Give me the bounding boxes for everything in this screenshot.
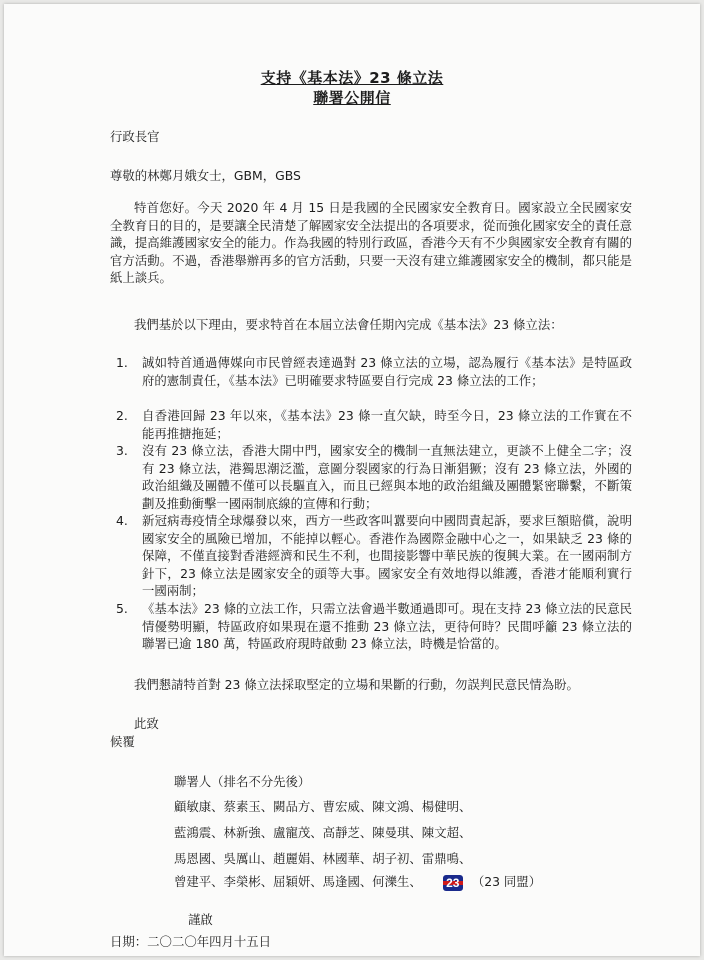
alliance-logo [440,875,466,891]
intro-paragraph: 特首您好。今天 2020 年 4 月 15 日是我國的全民國家安全教育日。國家設立全民國家安全教育日的目的，是要讓全民清楚了解國家安全法提出的各項要求，從而強化國家安全的責任意識，提高維護國家安全的能力。作為我國的特別行政區，香港今天有不少與國家安全教育有關的官方活動。不過，香港舉辦再多的官方活動，只要一天沒有建立維護國家安全的機制，都只能是紙上談兵。 [110,200,632,286]
alliance-label: （23 同盟） [471,874,542,889]
signatory-row: 顧敏康、蔡素玉、闕品方、曹宏威、陳文鴻、楊健明、 [174,799,472,814]
reason-number: 5. [116,601,128,616]
reason-number: 1. [116,355,128,370]
sign-off: 謹啟 [188,912,213,927]
reason-number: 3. [116,443,128,458]
signatories-heading: 聯署人（排名不分先後） [174,774,311,789]
date-line: 日期：二〇二〇年四月十五日 [110,934,272,949]
salutation: 尊敬的林鄭月娥女士，GBM，GBS [110,168,301,183]
reason-item: 沒有 23 條立法，香港大開中門，國家安全的機制一直無法建立，更談不上健全二字；沒有 23 條立法，港獨思潮泛濫，意圖分裂國家的行為日漸猖獗；沒有 23 條立法，外國的政治組織及團體不僅可以長驅直入，而且已經與本地的政治組織及團體緊密聯繫，不斷策劃及推動衝擊一國兩制底線的宣傳和行動； [142,443,632,511]
valediction-ci-zhi: 此致 [134,716,159,731]
closing-paragraph: 我們懇請特首對 23 條立法採取堅定的立場和果斷的行動，勿誤判民意民情為盼。 [134,677,579,692]
signatory-row: 藍鴻震、林新強、盧寵茂、高靜芝、陳曼琪、陳文超、 [174,825,472,840]
reason-number: 2. [116,408,128,423]
reason-item: 誠如特首通過傳媒向市民曾經表達過對 23 條立法的立場，認為履行《基本法》是特區政府的憲制責任，《基本法》已明確要求特區要自行完成 23 條立法的工作； [142,355,632,388]
request-paragraph: 我們基於以下理由，要求特首在本屆立法會任期內完成《基本法》23 條立法： [134,317,563,332]
signatory-names: 曾建平、李榮彬、屈穎妍、馬逢國、何濼生、 [174,874,422,889]
signatory-row: 馬恩國、吳厲山、趙麗娟、林國華、胡子初、雷鼎鳴、 [174,851,472,866]
letter-page [4,4,700,956]
reason-number: 4. [116,513,128,528]
letter-subtitle: 聯署公開信 [313,89,391,107]
recipient-role: 行政長官 [110,129,160,144]
valediction-hou-fu: 候覆 [110,734,135,749]
letter-title: 支持《基本法》23 條立法 [260,69,444,87]
reason-item: 自香港回歸 23 年以來，《基本法》23 條一直欠缺，時至今日，23 條立法的工作實在不能再推搪拖延； [142,408,632,441]
signatory-row-last [174,872,541,891]
reason-item: 新冠病毒疫情全球爆發以來，西方一些政客叫囂要向中國問責起訴，要求巨額賠償，說明國家安全的風險已增加，不能掉以輕心。香港作為國際金融中心之一，如果缺乏 23 條的保障，不僅直接對香港經濟和民生不利，也間接影響中華民族的復興大業。在一國兩制方針下，23 條立法是國家安全的頭等大事。國家安全有效地得以維護，香港才能順利實行一國兩制； [142,513,632,599]
alliance-logo-text: 23 [446,875,460,890]
reason-item: 《基本法》23 條的立法工作，只需立法會過半數通過即可。現在支持 23 條立法的民意民情優勢明顯，特區政府如果現在還不推動 23 條立法，更待何時？民間呼籲 23 條立法的聯署已逾 180 萬，特區政府現時啟動 23 條立法，時機是恰當的。 [142,601,632,652]
